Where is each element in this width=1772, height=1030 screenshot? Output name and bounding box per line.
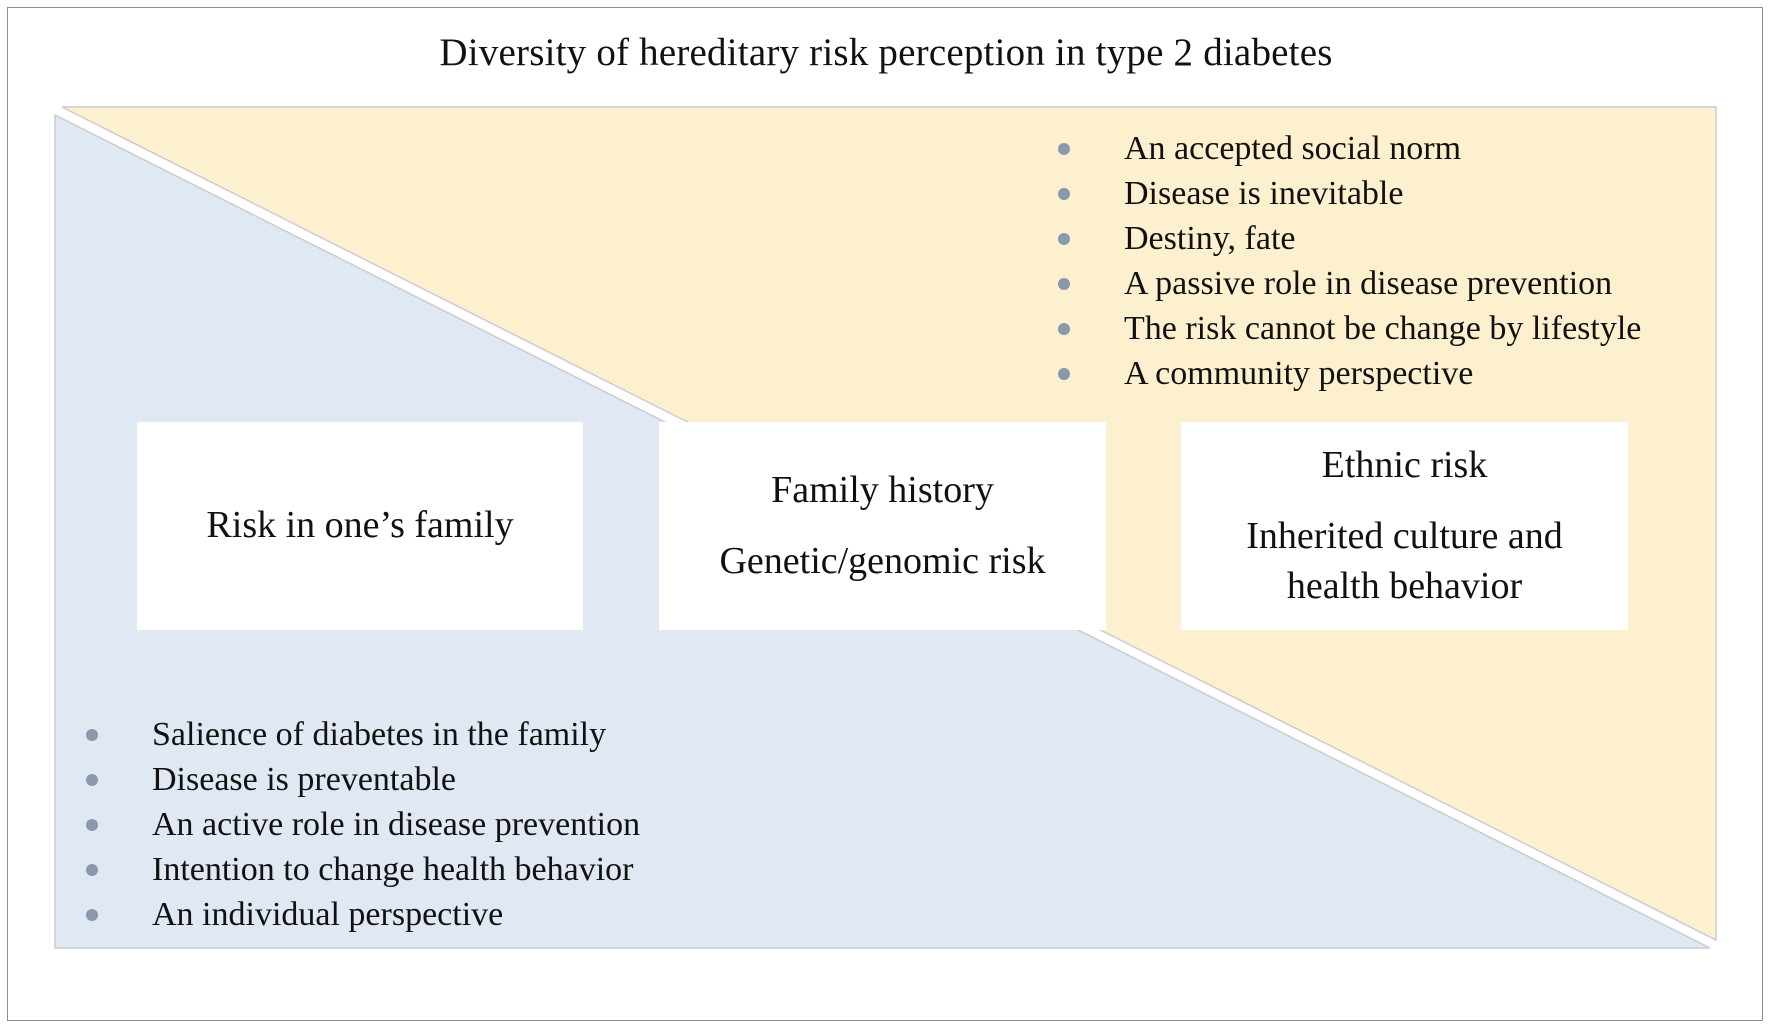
genetic-risk-label: Genetic/genomic risk (719, 540, 1046, 582)
list-item: A passive role in disease prevention (1058, 261, 1641, 306)
inherited-culture-line2: health behavior (1286, 564, 1523, 607)
bullet-dot-icon (1058, 143, 1070, 155)
list-item: An individual perspective (86, 892, 640, 937)
list-item: An active role in disease prevention (86, 802, 640, 847)
list-item: Destiny, fate (1058, 216, 1641, 261)
inherited-culture-label (1246, 512, 1563, 611)
bullet-dot-icon (1058, 323, 1070, 335)
list-item: Disease is inevitable (1058, 171, 1641, 216)
list-item: Disease is preventable (86, 757, 640, 802)
bullet-dot-icon (1058, 188, 1070, 200)
ethnic-risk-box (1181, 422, 1628, 630)
bullet-dot-icon (86, 819, 98, 831)
list-item: Salience of diabetes in the family (86, 712, 640, 757)
top-bullet-list (1058, 126, 1641, 396)
diagram-title: Diversity of hereditary risk perception in type 2 diabetes (439, 31, 1333, 74)
risk-in-family-label: Risk in one’s family (206, 504, 514, 547)
list-item: A community perspective (1058, 351, 1641, 396)
bullet-dot-icon (86, 729, 98, 741)
risk-in-family-box (137, 422, 583, 630)
bullet-dot-icon (1058, 233, 1070, 245)
inherited-culture-line1: Inherited culture and (1246, 515, 1563, 558)
list-item: An accepted social norm (1058, 126, 1641, 171)
list-item: Intention to change health behavior (86, 847, 640, 892)
bottom-bullet-list (86, 712, 640, 937)
bullet-dot-icon (86, 864, 98, 876)
ethnic-risk-label: Ethnic risk (1321, 443, 1488, 486)
bullet-dot-icon (86, 909, 98, 921)
list-item: The risk cannot be change by lifestyle (1058, 306, 1641, 351)
family-history-box (659, 422, 1106, 630)
family-history-label: Family history (771, 468, 994, 511)
bullet-dot-icon (1058, 368, 1070, 380)
bullet-dot-icon (86, 774, 98, 786)
bullet-dot-icon (1058, 278, 1070, 290)
